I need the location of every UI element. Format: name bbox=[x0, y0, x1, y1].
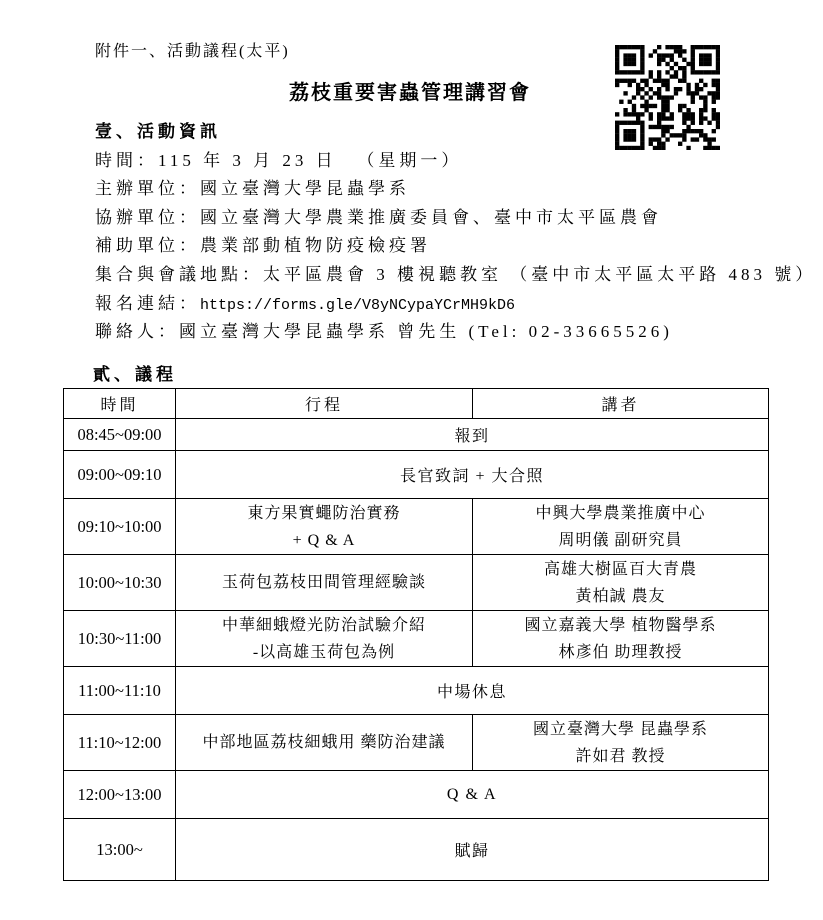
table-row bbox=[64, 715, 769, 771]
time-cell: 10:00~10:30 bbox=[64, 555, 176, 611]
attachment-note: 附件一、活動議程(太平) bbox=[95, 43, 290, 60]
table-row bbox=[64, 771, 769, 819]
speaker-line: 國立臺灣大學 昆蟲學系 bbox=[532, 720, 708, 738]
program-line: 中部地區荔枝細蛾用 藥防治建議 bbox=[202, 734, 446, 751]
time-cell: 11:10~12:00 bbox=[64, 715, 176, 771]
time-cell: 09:10~10:00 bbox=[64, 499, 176, 555]
merged-cell: 長官致詞 + 大合照 bbox=[176, 451, 769, 499]
table-header-row bbox=[64, 389, 769, 419]
table-row bbox=[64, 611, 769, 667]
merged-cell: 賦歸 bbox=[176, 819, 769, 881]
event-info-section bbox=[95, 118, 816, 347]
time-cell: 09:00~09:10 bbox=[64, 451, 176, 499]
info-line-co-organizer: 協辦單位：國立臺灣大學農業推廣委員會、臺中市太平區農會 bbox=[95, 207, 662, 227]
time-cell: 11:00~11:10 bbox=[64, 667, 176, 715]
info-line-contact: 聯絡人：國立臺灣大學昆蟲學系 曾先生 (Tel: 02-33665526) bbox=[95, 322, 673, 342]
time-cell: 12:00~13:00 bbox=[64, 771, 176, 819]
program-cell bbox=[176, 499, 473, 555]
speaker-cell bbox=[473, 611, 769, 667]
table-row bbox=[64, 499, 769, 555]
program-line: -以高雄玉荷包為例 bbox=[252, 643, 396, 661]
time-cell: 13:00~ bbox=[64, 819, 176, 881]
table-row bbox=[64, 419, 769, 451]
merged-cell: Q & A bbox=[176, 771, 769, 819]
time-cell: 10:30~11:00 bbox=[64, 611, 176, 667]
info-line-organizer: 主辦單位：國立臺灣大學昆蟲學系 bbox=[95, 179, 410, 199]
speaker-line: 國立嘉義大學 植物醫學系 bbox=[524, 616, 717, 634]
speaker-cell bbox=[473, 555, 769, 611]
program-line: 中華細蛾燈光防治試驗介紹 bbox=[221, 616, 426, 634]
time-cell: 08:45~09:00 bbox=[64, 419, 176, 451]
table-row bbox=[64, 819, 769, 881]
program-cell bbox=[176, 715, 473, 771]
speaker-cell bbox=[473, 499, 769, 555]
speaker-line: 高雄大樹區百大青農 bbox=[543, 560, 697, 578]
table-row bbox=[64, 667, 769, 715]
speaker-line: 周明儀 副研究員 bbox=[558, 531, 683, 549]
column-header-time: 時間 bbox=[64, 389, 176, 419]
column-header-program: 行程 bbox=[176, 389, 473, 419]
program-line: 東方果實蠅防治實務 bbox=[247, 504, 401, 522]
column-header-speaker: 講者 bbox=[473, 389, 769, 419]
registration-url-link[interactable]: https://forms.gle/V8yNCypaYCrMH9kD6 bbox=[200, 296, 516, 314]
merged-cell: 中場休息 bbox=[176, 667, 769, 715]
info-line-venue: 集合與會議地點：太平區農會 3 樓視聽教室 （臺中市太平區太平路 483 號） bbox=[95, 264, 817, 284]
info-line-time: 時間：115 年 3 月 23 日 （星期一） bbox=[95, 150, 463, 170]
speaker-line: 黃柏誠 農友 bbox=[575, 587, 666, 605]
info-line-registration bbox=[95, 290, 816, 319]
table-row bbox=[64, 451, 769, 499]
speaker-line: 許如君 教授 bbox=[575, 747, 666, 765]
section-heading-info: 壹、活動資訊 bbox=[95, 122, 221, 141]
speaker-line: 中興大學農業推廣中心 bbox=[535, 504, 706, 522]
program-line: + Q & A bbox=[292, 531, 356, 549]
registration-label: 報名連結： bbox=[95, 293, 200, 313]
program-cell bbox=[176, 611, 473, 667]
page-title: 荔枝重要害蟲管理講習會 bbox=[289, 82, 531, 104]
merged-cell: 報到 bbox=[176, 419, 769, 451]
speaker-cell bbox=[473, 715, 769, 771]
info-line-sponsor: 補助單位：農業部動植物防疫檢疫署 bbox=[95, 236, 431, 256]
agenda-table bbox=[63, 388, 769, 881]
section-heading-agenda: 貳、議程 bbox=[93, 365, 177, 384]
program-line: 玉荷包荔枝田間管理經驗談 bbox=[221, 574, 426, 591]
speaker-line: 林彥伯 助理教授 bbox=[558, 643, 683, 661]
table-row bbox=[64, 555, 769, 611]
program-cell bbox=[176, 555, 473, 611]
